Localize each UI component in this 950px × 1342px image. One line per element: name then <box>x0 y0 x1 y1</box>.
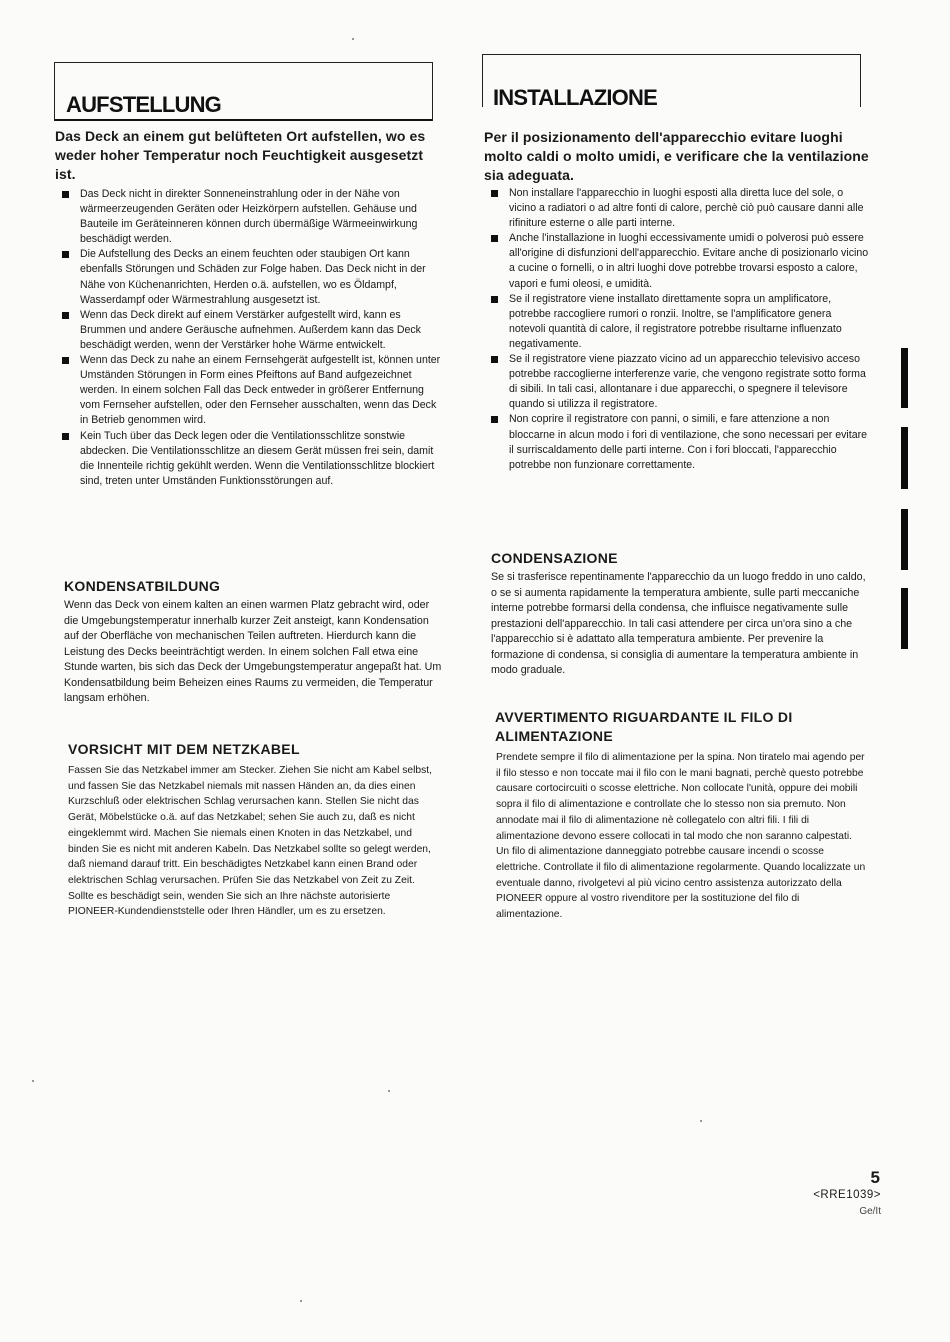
list-item: Wenn das Deck zu nahe an einem Fernsehgerät aufgestellt ist, können unter Umständen Störungen in Form eines Pfeiftons auf Band aufgezeichnet werden. In einem solchen Fall das Deck entweder in größerer Entfernung vom Fernseher aufstellen, oder den Fernseher ausschalten, wenn das Deck in Betrieb genommen wird. <box>56 353 442 428</box>
bullet-square-icon <box>491 296 498 303</box>
list-item: Se il registratore viene installato direttamente sopra un amplificatore, potrebbe raccogliere rumori o ronzii. Inoltre, se l'amplificatore genera notevoli quantità di calore, il registratore potrebbe risultarne influenzato negativamente. <box>485 292 869 352</box>
page-number: 5 <box>870 1168 880 1187</box>
bullet-square-icon <box>491 356 498 363</box>
margin-index-bar <box>901 588 908 649</box>
bullet-square-icon <box>62 312 69 319</box>
italian-cable-heading: AVVERTIMENTO RIGUARDANTE IL FILO DI ALIMENTAZIONE <box>495 709 793 744</box>
scan-speck <box>300 1300 302 1302</box>
list-item: Anche l'installazione in luoghi eccessivamente umidi o polverosi può essere all'origine di disfunzioni dell'apparecchio. Evitare anche di posizionarlo vicino a cucine o fornelli, o in altri luoghi dove potrebbe trovarsi esposto a calore, vapori e fumi oleosi, e umidità. <box>485 231 869 291</box>
bullet-square-icon <box>62 251 69 258</box>
bullet-square-icon <box>491 416 498 423</box>
list-item: Se il registratore viene piazzato vicino ad un apparecchio televisivo acceso potrebbe raccoglierne interferenze varie, che vengono registrate sotto forma di sibili. In tali casi, allontanare i due apparecchi, o spegnere il televisore quando si utilizza il registratore. <box>485 352 869 412</box>
italian-section-title: INSTALLAZIONE <box>493 85 657 110</box>
scan-speck <box>32 1080 34 1082</box>
italian-cable-text: Prendete sempre il filo di alimentazione per la spina. Non tiratelo mai agendo per il filo stesso e non toccate mai il filo con le mani bagnati, perchè questo potrebbe causare cortocircuiti o scosse elettriche. Non collocate l'unità, oppure dei mobili sopra il filo di alimentazione e controllate che lo stesso non sia premuto. Non annodate mai il filo di alimentazione nè collegatelo con altri fili. I fili di alimentazione devono essere collocati in tal modo che non saranno calpestati. Un filo di alimentazione danneggiato potrebbe causare incendi o scosse elettriche. Controllate il filo di alimentazione regolarmente. Quando localizzate un eventuale danno, rivolgetevi al più vicino centro assistenza autorizzato della PIONEER oppure al vostro rivenditore per la sostituzione del filo di alimentazione. <box>496 752 866 921</box>
scan-speck <box>352 38 354 40</box>
bullet-square-icon <box>62 357 69 364</box>
list-item: Die Aufstellung des Decks an einem feuchten oder staubigen Ort kann ebenfalls Störungen und Schäden zur Folge haben. Das Deck nicht in der Nähe von Küchenanrichten, Herden o.ä. aufstellen, wo es Öldampf, Wasserdampf oder Wärmestrahlung ausgesetzt ist. <box>56 247 442 307</box>
list-item: Non coprire il registratore con panni, o simili, e fare attenzione a non bloccarne in alcun modo i fori di ventilazione, che sono necessari per evitare il surriscaldamento delle parti interne. Con i fori bloccati, l'apparecchio potrebbe non funzionare correttamente. <box>485 412 869 472</box>
language-code: Ge/It <box>859 1206 881 1217</box>
italian-lead-text: Per il posizionamento dell'apparecchio evitare luoghi molto caldi o molto umidi, e verificare che la ventilazione sia adeguata. <box>484 129 869 183</box>
margin-index-bar <box>901 427 908 489</box>
scan-speck <box>388 1090 390 1092</box>
german-cable-text: Fassen Sie das Netzkabel immer am Stecker. Ziehen Sie nicht am Kabel selbst, und fassen Sie das Netzkabel niemals mit nassen Händen an, da dies einen Kurzschluß oder elektrischen Schlag verursachen kann. Stellen Sie nicht das Gerät, Möbelstücke o.ä. auf das Netzkabel; sehen Sie auch zu, daß es nicht eingeklemmt wird. Machen Sie niemals einen Knoten in das Netzkabel, und binden Sie es nicht mit anderen Kabeln. Das Netzkabel sollte so gelegt werden, daß niemand darauf tritt. Ein beschädigtes Netzkabel kann einen Brand oder elektrischen Schlag verursachen. Prüfen Sie das Netzkabel von Zeit zu Zeit. Sollte es beschädigt sein, wenden Sie sich an Ihre nächste autorisierte PIONEER-Kundendienststelle oder Ihren Händler, um es zu ersetzen. <box>68 765 432 918</box>
german-lead-text: Das Deck an einem gut belüfteten Ort aufstellen, wo es weder hoher Temperatur noch Feuchtigkeit ausgesetzt ist. <box>55 128 426 182</box>
german-bullet-list <box>56 187 442 489</box>
german-condensation-text: Wenn das Deck von einem kalten an einen warmen Platz gebracht wird, oder die Umgebungstemperatur innerhalb kurzer Zeit ansteigt, kann Kondensation auf der Oberfläche von mechanischen Teilen auftreten. Hierdurch kann die Leistung des Decks beeinträchtigt werden. In einem solchen Fall etwa eine Stunde warten, bis sich das Deck der Umgebungstemperatur angepaßt hat. Um Kondensatbildung beim Beheizen eines Raums zu vermeiden, die Temperatur langsam erhöhen. <box>64 599 442 704</box>
italian-condensation-heading: CONDENSAZIONE <box>491 550 618 566</box>
list-item: Das Deck nicht in direkter Sonneneinstrahlung oder in der Nähe von wärmeerzeugenden Geräten oder Heizkörpern aufstellen. Gehäuse und Bauteile im Geräteinneren können durch übermäßige Wärmeeinwirkung beschädigt werden. <box>56 187 442 247</box>
german-condensation-heading: KONDENSATBILDUNG <box>64 578 221 594</box>
list-item: Kein Tuch über das Deck legen oder die Ventilationsschlitze sonstwie abdecken. Die Ventilationsschlitze an diesem Gerät müssen frei sein, damit die Innenteile richtig gekühlt werden. Wenn die Ventilationsschlitze blockiert sind, treten unter Umständen Funktionsstörungen auf. <box>56 429 442 489</box>
bullet-square-icon <box>62 433 69 440</box>
german-section-title: AUFSTELLUNG <box>66 92 221 117</box>
german-cable-heading: VORSICHT MIT DEM NETZKABEL <box>68 741 300 757</box>
margin-index-bar <box>901 348 908 408</box>
italian-condensation-text: Se si trasferisce repentinamente l'apparecchio da un luogo freddo in uno caldo, o se si aumenta rapidamente la temperatura ambiente, sulle parti meccaniche interne potrebbe formarsi della condensa, che influisce negativamente sulle prestazioni dell'apparecchio. In tali casi attendere per circa un'ora sino a che l'apparecchio si è adattato alla temperatura ambiente. Per prevenire la formazione di condensa, si consiglia di aumentare la temperatura ambiente in modo graduale. <box>491 571 866 676</box>
list-item: Non installare l'apparecchio in luoghi esposti alla diretta luce del sole, o vicino a radiatori o ad altre fonti di calore, perchè ciò può causare danni alle rifiniture esterne o alle parti interne. <box>485 186 869 231</box>
document-code: <RRE1039> <box>813 1189 881 1201</box>
bullet-square-icon <box>491 190 498 197</box>
list-item: Wenn das Deck direkt auf einem Verstärker aufgestellt wird, kann es Brummen und andere Geräusche aufnehmen. Außerdem kann das Deck beschädigt werden, wenn der Verstärker hohe Wärme entwickelt. <box>56 308 442 353</box>
italian-bullet-list <box>485 186 869 473</box>
margin-index-bar <box>901 509 908 570</box>
bullet-square-icon <box>62 191 69 198</box>
bullet-square-icon <box>491 235 498 242</box>
scan-speck <box>700 1120 702 1122</box>
